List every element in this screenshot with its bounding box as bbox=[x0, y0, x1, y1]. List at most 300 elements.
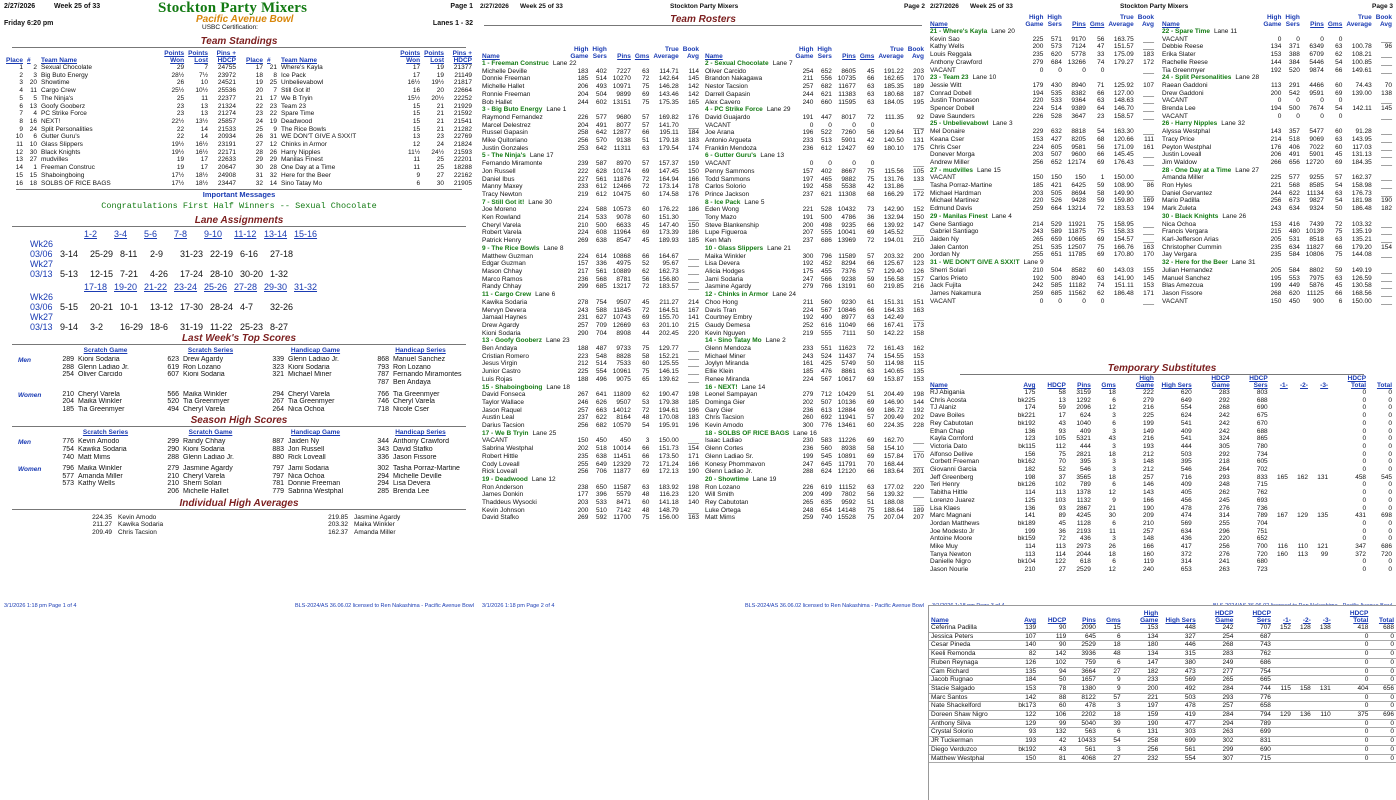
roster-cell: Jason Raquel bbox=[482, 406, 522, 414]
roster-cell: 72 bbox=[867, 345, 875, 353]
roster-cell: 158.57 bbox=[1113, 112, 1134, 120]
roster-cell: 86 bbox=[1146, 182, 1154, 190]
roster-cell: 205 bbox=[1270, 266, 1282, 274]
page-2-header bbox=[478, 0, 928, 12]
roster-cell: 518 bbox=[1289, 135, 1300, 143]
roster-row bbox=[1160, 182, 1394, 190]
roster-cell: Brenda Lee bbox=[1162, 105, 1196, 113]
subs-cell: bk189 bbox=[1017, 519, 1036, 527]
score-cell bbox=[371, 465, 470, 473]
standings-row bbox=[4, 87, 238, 95]
roster-cell: 673 bbox=[1289, 197, 1300, 205]
subs-cell: 2867 bbox=[1076, 504, 1091, 512]
subs-title: Temporary Substitutes bbox=[960, 363, 1364, 375]
roster-cell: 115 bbox=[913, 360, 924, 368]
roster-cell: 535 bbox=[1051, 89, 1062, 97]
subs-cell bbox=[1310, 520, 1330, 528]
roster-cell: 57 bbox=[867, 267, 875, 275]
subs-cell: 58 bbox=[1058, 389, 1066, 396]
roster-cell: 170 bbox=[1143, 251, 1154, 259]
subs-cell: 3 bbox=[1112, 466, 1116, 474]
team-header bbox=[480, 476, 701, 484]
roster-cell: 9882 bbox=[841, 175, 856, 183]
standings-cell: 17 bbox=[255, 64, 263, 71]
lane-matchup: 31-19 bbox=[180, 322, 204, 333]
score-cell bbox=[56, 364, 155, 372]
roster-cell: 192 bbox=[1270, 66, 1282, 74]
roster-cell: 13191 bbox=[837, 283, 856, 291]
subs-cell: 43 bbox=[1108, 435, 1116, 443]
men-score-grid bbox=[56, 438, 470, 461]
score-cell bbox=[266, 356, 365, 364]
roster-cell: 150 bbox=[1051, 174, 1062, 182]
subs-cell: 754 bbox=[1260, 667, 1271, 675]
roster-cell: 69 bbox=[642, 90, 650, 98]
lane-pair-header: 13-14 bbox=[264, 229, 288, 240]
subs-cell bbox=[1290, 481, 1310, 489]
roster-row bbox=[703, 307, 926, 315]
standings-row bbox=[4, 103, 238, 111]
roster-cell: 60 bbox=[867, 422, 875, 430]
roster-cell: 212 bbox=[577, 360, 589, 368]
score-value: 288 bbox=[167, 453, 179, 461]
subs-cell: 284 bbox=[1222, 711, 1234, 719]
subs-cell: 70 bbox=[1058, 458, 1066, 466]
lane-pair-header: 31-32 bbox=[294, 282, 318, 293]
subs-cell: 21 bbox=[1108, 504, 1116, 512]
roster-cell: 153 bbox=[1270, 220, 1282, 228]
subs-cell: 3936 bbox=[1081, 650, 1096, 658]
roster-cell: 10665 bbox=[1067, 235, 1086, 243]
standings-cell: 23191 bbox=[217, 141, 236, 149]
roster-cell: 227 bbox=[577, 175, 589, 183]
score-cell bbox=[266, 488, 365, 496]
roster-cell: 224 bbox=[802, 306, 814, 314]
subs-cell: 146 bbox=[1142, 481, 1154, 489]
roster-cell: 279 bbox=[1032, 58, 1044, 66]
subs-cell: 10433 bbox=[1077, 737, 1096, 745]
roster-cell: 500 bbox=[1051, 274, 1062, 282]
subs-cell: 129 bbox=[1297, 512, 1308, 520]
team-lane-label: Lane bbox=[528, 198, 543, 206]
roster-cell: 207.04 bbox=[883, 514, 904, 522]
score-cell bbox=[56, 488, 155, 496]
roster-cell: 171.24 bbox=[658, 460, 679, 468]
subs-cell: 545 bbox=[1381, 473, 1392, 481]
lane-matchup: 30-20 bbox=[240, 269, 264, 280]
roster-cell: 125.55 bbox=[658, 360, 679, 368]
standings-cell: 21 bbox=[269, 64, 277, 71]
roster-cell: 228 bbox=[913, 422, 924, 430]
roster-cell: Ben Andaya bbox=[482, 345, 518, 353]
subs-cell: 39 bbox=[1113, 719, 1121, 727]
roster-row bbox=[703, 345, 926, 353]
score-cell bbox=[56, 438, 155, 446]
roster-cell: 236 bbox=[802, 406, 814, 414]
lane-matchup: 5-13 bbox=[60, 269, 79, 280]
roster-cell: 224 bbox=[802, 375, 814, 383]
roster-cell: 4466 bbox=[1309, 81, 1324, 89]
score-value: 302 bbox=[377, 465, 389, 473]
score-cell bbox=[161, 364, 260, 372]
roster-cell: 150 bbox=[1032, 174, 1044, 182]
roster-cell: 107 bbox=[1143, 81, 1154, 89]
standings-cell: 18 bbox=[29, 179, 37, 187]
subs-cell bbox=[1293, 650, 1313, 659]
standings-cell: Shaboingboing bbox=[41, 171, 85, 179]
subs-cell: 162 bbox=[1297, 473, 1308, 481]
score-value: 787 bbox=[377, 379, 389, 387]
roster-cell: 518 bbox=[596, 445, 607, 453]
roster-cell: 260 bbox=[802, 414, 814, 422]
roster-cell: 220 bbox=[688, 329, 699, 337]
roster-cell: 0 bbox=[1296, 112, 1300, 120]
roster-cell: 11311 bbox=[613, 144, 631, 152]
subs-cell bbox=[1313, 745, 1333, 754]
roster-cell: Jessie Witt bbox=[930, 81, 962, 89]
standings-cell: 19 bbox=[176, 164, 185, 172]
standings-cell: 21929 bbox=[453, 102, 472, 110]
bowler-name: Ron Lozano bbox=[183, 363, 221, 371]
subs-cell bbox=[1273, 676, 1293, 685]
subs-cell: bk192 bbox=[1017, 419, 1036, 427]
team-name: 3 - Big Buto Energy bbox=[482, 106, 543, 114]
roster-cell: 1 bbox=[1100, 174, 1105, 182]
roster-cell: 66 bbox=[642, 252, 650, 260]
roster-cell: 163.75 bbox=[1113, 35, 1134, 43]
women-score-grid bbox=[56, 391, 470, 414]
score-value: 718 bbox=[377, 405, 389, 413]
roster-cell: 190 bbox=[1381, 197, 1392, 205]
report-week: Week 25 of 33 bbox=[520, 3, 563, 10]
subs-cell: 0 bbox=[1390, 702, 1394, 710]
subs-cell: 50 bbox=[1059, 676, 1067, 684]
roster-cell: 622 bbox=[1289, 189, 1300, 197]
roster-cell: ___ bbox=[1381, 66, 1392, 74]
roster-cell: 10475 bbox=[612, 190, 631, 198]
roster-cell: 75 bbox=[642, 98, 650, 106]
subs-cell: 8122 bbox=[1081, 693, 1096, 701]
team-lane: 13 bbox=[776, 152, 785, 160]
messages-text: Congratulations First Half Winners -- Sexual Chocolate bbox=[101, 201, 377, 212]
roster-cell: 9591 bbox=[1309, 89, 1324, 97]
roster-cell: 188.64 bbox=[883, 506, 904, 514]
roster-cell: 175 bbox=[913, 144, 924, 152]
subs-cell: 0 bbox=[1362, 419, 1367, 427]
roster-cell: 9324 bbox=[1309, 205, 1324, 213]
standings-row bbox=[244, 79, 474, 87]
roster-cell: 58 bbox=[1097, 189, 1105, 197]
bowler-name: Kioni Sodaria bbox=[288, 363, 330, 371]
subs-cell: 789 bbox=[1260, 719, 1271, 727]
subs-cell: 18 bbox=[1113, 711, 1121, 719]
roster-cell: 9078 bbox=[616, 214, 631, 222]
subs-cell: 503 bbox=[1180, 450, 1192, 458]
roster-cell: 154.55 bbox=[883, 352, 904, 360]
roster-cell: Sherri Solari bbox=[930, 266, 966, 274]
roster-cell: 185 bbox=[688, 237, 699, 245]
roster-cell: 48 bbox=[642, 506, 650, 514]
roster-cell: 172 bbox=[1143, 58, 1154, 66]
roster-cell: 135.21 bbox=[1351, 235, 1372, 243]
roster-cell: 177.02 bbox=[883, 483, 904, 491]
roster-cell: 621 bbox=[821, 90, 832, 98]
bowler-name: Maika Winkler bbox=[78, 398, 122, 406]
subs-cell: 0 bbox=[1362, 435, 1367, 443]
subs-cell: Lorenzo Juarez bbox=[930, 496, 975, 504]
roster-cell: Patrick Henry bbox=[482, 237, 522, 245]
roster-cell: 179.18 bbox=[658, 137, 679, 145]
team-header bbox=[703, 384, 926, 392]
roster-cell: Lisa Devera bbox=[705, 260, 740, 268]
roster-cell: ___ bbox=[1143, 297, 1154, 305]
roster-cell: 62 bbox=[642, 391, 650, 399]
bowler-name: Tia Greenmyer bbox=[78, 405, 125, 413]
subs-cell bbox=[1313, 650, 1333, 659]
standings-cell: Team 23 bbox=[281, 102, 306, 110]
lane-pair-header: 15-16 bbox=[294, 229, 318, 240]
roster-cell: 68 bbox=[1097, 135, 1105, 143]
roster-cell: 8547 bbox=[616, 237, 631, 245]
roster-cell: 190 bbox=[688, 468, 699, 476]
roster-row bbox=[1160, 105, 1394, 113]
roster-row bbox=[1160, 228, 1394, 236]
roster-cell: Russel Gapasin bbox=[482, 129, 528, 137]
roster-cell: 0 bbox=[809, 121, 814, 129]
subs-cell: 707 bbox=[1260, 624, 1271, 631]
subs-col-header: Avg bbox=[1023, 382, 1036, 389]
roster-cell: 9235 bbox=[841, 221, 856, 229]
roster-cell: 9592 bbox=[841, 499, 856, 507]
subs-cell: 12 bbox=[1108, 489, 1116, 497]
roster-cell: 75 bbox=[867, 167, 875, 175]
subs-row bbox=[929, 641, 1396, 650]
roster-row bbox=[928, 97, 1156, 105]
lane-pair-header: 1-2 bbox=[84, 229, 98, 240]
subs-cell: 6 bbox=[1117, 728, 1121, 736]
team-lane: 27 bbox=[1251, 166, 1259, 174]
score-cell bbox=[56, 371, 155, 379]
roster-cell: 499 bbox=[821, 491, 832, 499]
lane-matchup: 31-23 bbox=[180, 249, 204, 260]
subs-col-header: Gms bbox=[1101, 382, 1116, 389]
subs-cell bbox=[1270, 558, 1290, 566]
roster-cell: Taylor Wallace bbox=[482, 398, 525, 406]
average-row bbox=[326, 521, 395, 528]
roster-cell: 185 bbox=[1032, 182, 1044, 190]
roster-cell: 416 bbox=[1289, 220, 1300, 228]
team-header-row bbox=[703, 245, 926, 253]
roster-cell: Oliver Carcido bbox=[705, 67, 747, 75]
roster-cell: ___ bbox=[1143, 235, 1154, 243]
roster-cell: 585 bbox=[1051, 282, 1062, 290]
subs-cell: 554 bbox=[1184, 754, 1196, 762]
team-lane: 28 bbox=[1251, 74, 1260, 82]
roster-cell: 66 bbox=[1335, 66, 1343, 74]
roster-row bbox=[480, 222, 701, 230]
subs-cell: 4245 bbox=[1076, 512, 1091, 520]
subs-row bbox=[928, 558, 1394, 566]
roster-cell: 174 bbox=[688, 144, 699, 152]
subs-cell: bk192 bbox=[1018, 745, 1037, 753]
footer-left: 3/1/2026 1:18 pm Page 2 of 4 bbox=[482, 603, 555, 609]
score-value: 290 bbox=[167, 446, 179, 453]
roster-col-header: High Game bbox=[795, 46, 814, 60]
standings-row bbox=[4, 118, 238, 126]
roster-row bbox=[703, 160, 926, 168]
roster-cell: Raymond Fernandez bbox=[482, 113, 543, 121]
subs-cell: 2044 bbox=[1076, 550, 1091, 558]
roster-cell: 150 bbox=[913, 214, 924, 222]
score-cell bbox=[161, 398, 260, 406]
subs-cell: 114 bbox=[1025, 489, 1036, 497]
roster-cell: 66 bbox=[867, 321, 875, 329]
subs-cell bbox=[1290, 528, 1310, 536]
subs-row bbox=[929, 650, 1396, 659]
roster-cell: 587 bbox=[596, 160, 607, 168]
roster-cell: 57 bbox=[867, 414, 875, 422]
roster-cell: 635 bbox=[821, 499, 832, 507]
standings-cell: 27 bbox=[29, 156, 37, 164]
roster-row bbox=[480, 514, 701, 522]
score-col-header: Scratch Game bbox=[188, 429, 233, 437]
score-cell bbox=[266, 391, 365, 399]
subs-cell: 375 bbox=[1357, 711, 1369, 719]
page-1 bbox=[0, 0, 478, 610]
women-score-grid bbox=[56, 465, 470, 495]
subs-row bbox=[928, 451, 1394, 459]
subs-cell: 478 bbox=[1085, 702, 1096, 710]
roster-cell: Alicia Hodges bbox=[705, 267, 745, 275]
roster-row bbox=[1160, 221, 1394, 229]
subs-col-header: Avg bbox=[1024, 617, 1037, 624]
team-header-row bbox=[1160, 167, 1394, 175]
score-cell bbox=[161, 438, 260, 446]
roster-cell: 244 bbox=[577, 98, 589, 106]
standings-cell: Where's Kayla bbox=[281, 64, 323, 71]
subs-cell: 0 bbox=[1364, 667, 1369, 675]
standings-row bbox=[244, 133, 474, 141]
subs-cell: 102 bbox=[1054, 481, 1066, 489]
lane-matchup: 8-11 bbox=[120, 249, 138, 260]
roster-row bbox=[928, 282, 1156, 290]
roster-cell: Matt Mims bbox=[705, 514, 735, 522]
subs-cell bbox=[1293, 667, 1313, 676]
roster-cell: 226 bbox=[1032, 112, 1044, 120]
roster-cell: 626 bbox=[596, 398, 607, 406]
roster-cell: Isaac Ladiao bbox=[705, 437, 742, 445]
roster-cell: 162 bbox=[913, 345, 924, 353]
bowler-name: Jaiden Ny bbox=[288, 438, 320, 446]
roster-cell: 195 bbox=[1270, 274, 1282, 282]
subs-cell: 121 bbox=[1317, 543, 1329, 551]
subs-cell bbox=[1273, 745, 1293, 754]
standings-cell: Showtime bbox=[41, 79, 70, 87]
subs-cell: 149 bbox=[1142, 427, 1154, 435]
roster-cell: Donever Morga bbox=[930, 151, 975, 159]
subs-cell: 444 bbox=[1080, 442, 1091, 450]
roster-row bbox=[480, 276, 701, 284]
roster-cell: 11791 bbox=[838, 460, 856, 468]
roster-cell: 189.93 bbox=[658, 237, 679, 245]
roster-cell: 8605 bbox=[841, 67, 856, 75]
roster-row bbox=[1160, 144, 1394, 152]
standings-col-header: Place bbox=[246, 57, 263, 64]
women-label: Women bbox=[18, 466, 42, 474]
subs-cell: 276 bbox=[1218, 504, 1230, 512]
roster-cell: 199 bbox=[802, 452, 814, 460]
team-header bbox=[928, 74, 1156, 82]
subs-cell: 284 bbox=[1222, 684, 1234, 692]
roster-cell bbox=[1344, 113, 1373, 121]
subs-cell: 656 bbox=[1383, 684, 1394, 692]
roster-cell: 664 bbox=[1051, 205, 1062, 213]
roster-cell: ___ bbox=[1381, 158, 1392, 166]
roster-cell: 181.98 bbox=[1351, 197, 1372, 205]
standings-cell: 25 bbox=[269, 79, 277, 87]
roster-cell: 8518 bbox=[1309, 235, 1324, 243]
roster-cell: 233 bbox=[802, 345, 814, 353]
subs-cell: 1378 bbox=[1076, 489, 1091, 497]
lane-assignments-title: Lane Assignments bbox=[12, 215, 466, 227]
roster-cell: 514 bbox=[596, 75, 607, 83]
roster-cell: 210 bbox=[913, 237, 924, 245]
subs-cell: Tanya Newton bbox=[930, 550, 972, 558]
bowler-name: Rick Loveall bbox=[288, 453, 326, 461]
roster-cell bbox=[1344, 97, 1373, 105]
subs-cell: 305 bbox=[1218, 442, 1230, 450]
roster-cell: 66 bbox=[642, 445, 650, 453]
standings-row bbox=[4, 72, 238, 80]
score-cell bbox=[371, 364, 470, 372]
roster-row bbox=[480, 68, 701, 76]
subs-cell: 60 bbox=[1059, 702, 1067, 710]
subs-cell: 142 bbox=[1025, 693, 1037, 701]
standings-cell: 22201 bbox=[453, 156, 472, 164]
subs-cell: 190 bbox=[1142, 504, 1154, 512]
roster-cell: 185.35 bbox=[883, 83, 904, 91]
roster-cell: VACANT bbox=[1162, 112, 1188, 120]
standings-col-header: Points Lost bbox=[188, 50, 208, 64]
subs-cell: 0 bbox=[1388, 535, 1392, 543]
subs-cell: 658 bbox=[1260, 702, 1271, 710]
roster-cell: 63 bbox=[642, 483, 650, 491]
roster-cell: 134 bbox=[1270, 43, 1282, 51]
roster-cell: 91.28 bbox=[1355, 128, 1372, 136]
roster-cell: Blas Amezcua bbox=[1162, 282, 1204, 290]
subs-cell bbox=[1273, 667, 1293, 676]
average-row bbox=[90, 529, 157, 536]
standings-row bbox=[4, 110, 238, 118]
roster-cell: 171.09 bbox=[1113, 143, 1134, 151]
roster-cell: 171 bbox=[1143, 289, 1154, 297]
bowler-name: Drew Agardy bbox=[183, 356, 224, 364]
roster-cell: Jay Vergara bbox=[1162, 251, 1197, 259]
roster-cell: 9075 bbox=[616, 375, 631, 383]
subs-cell: 446 bbox=[1184, 641, 1196, 649]
roster-cell: 500 bbox=[596, 221, 607, 229]
subs-cell: 184 bbox=[1025, 676, 1037, 684]
roster-cell: 170 bbox=[913, 75, 924, 83]
subs-cell: 865 bbox=[1256, 435, 1268, 443]
team-header-row bbox=[480, 384, 701, 392]
subs-row bbox=[928, 420, 1394, 428]
bowler-name: Kawika Sodaria bbox=[118, 521, 164, 529]
roster-cell: 11964 bbox=[613, 229, 631, 237]
roster-cell: Chris Cser bbox=[930, 143, 961, 151]
subs-cell: Alfonso Dellive bbox=[930, 450, 973, 458]
subs-cell: 36 bbox=[1058, 527, 1066, 535]
